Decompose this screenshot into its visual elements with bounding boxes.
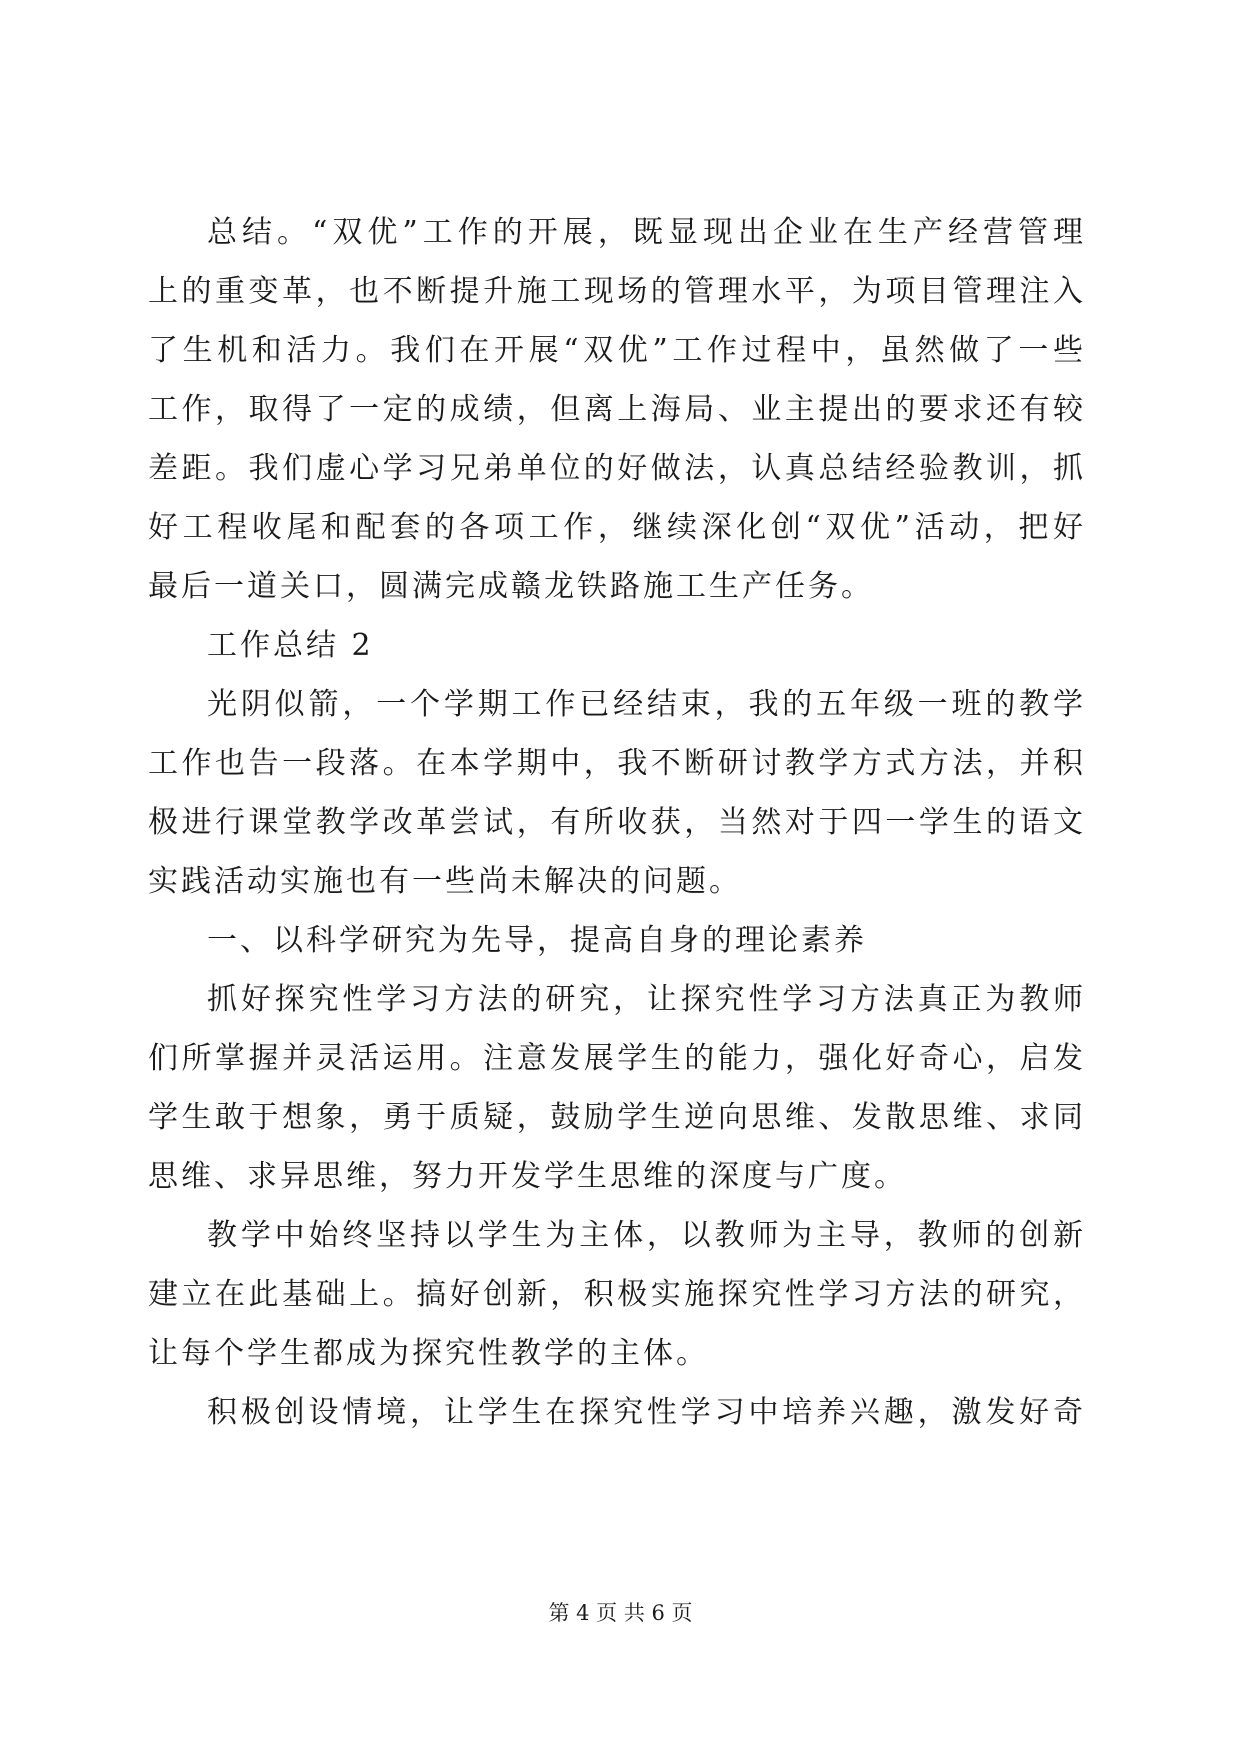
text-line: 差距。我们虚心学习兄弟单位的好做法，认真总结经验教训，抓 — [148, 451, 1083, 486]
text-line: 教学中始终坚持以学生为主体，以教师为主导，教师的创新 — [207, 1218, 1083, 1253]
text-line: 工作总结 2 — [207, 628, 374, 663]
text-line: 极进行课堂教学改革尝试，有所收获，当然对于四一学生的语文 — [148, 805, 1083, 840]
text-line: 积极创设情境，让学生在探究性学习中培养兴趣，激发好奇 — [207, 1395, 1083, 1430]
text-line: 学生敢于想象，勇于质疑，鼓励学生逆向思维、发散思维、求同 — [148, 1100, 1083, 1135]
text-line: 一、以科学研究为先导，提高自身的理论素养 — [207, 923, 867, 958]
document-body — [148, 203, 1083, 1442]
text-line: 让每个学生都成为探究性教学的主体。 — [148, 1336, 709, 1371]
text-line: 实践活动实施也有一些尚未解决的问题。 — [148, 864, 742, 899]
text-line: 们所掌握并灵活运用。注意发展学生的能力，强化好奇心，启发 — [148, 1041, 1083, 1076]
text-line: 最后一道关口，圆满完成赣龙铁路施工生产任务。 — [148, 569, 874, 604]
text-line: 总结。“双优”工作的开展，既显现出企业在生产经营管理 — [207, 215, 1083, 250]
text-line: 思维、求异思维，努力开发学生思维的深度与广度。 — [148, 1159, 907, 1194]
text-line: 工作，取得了一定的成绩，但离上海局、业主提出的要求还有较 — [148, 392, 1083, 427]
text-line: 光阴似箭，一个学期工作已经结束，我的五年级一班的教学 — [207, 687, 1083, 722]
text-line: 上的重变革，也不断提升施工现场的管理水平，为项目管理注入 — [148, 274, 1083, 309]
text-line: 工作也告一段落。在本学期中，我不断研讨教学方式方法，并积 — [148, 746, 1083, 781]
page-footer: 第 4 页 共 6 页 — [548, 1601, 693, 1625]
text-line: 了生机和活力。我们在开展“双优”工作过程中，虽然做了一些 — [148, 333, 1083, 368]
text-line: 好工程收尾和配套的各项工作，继续深化创“双优”活动，把好 — [148, 510, 1083, 545]
text-line: 抓好探究性学习方法的研究，让探究性学习方法真正为教师 — [207, 982, 1083, 1017]
text-line: 建立在此基础上。搞好创新，积极实施探究性学习方法的研究， — [148, 1277, 1083, 1312]
